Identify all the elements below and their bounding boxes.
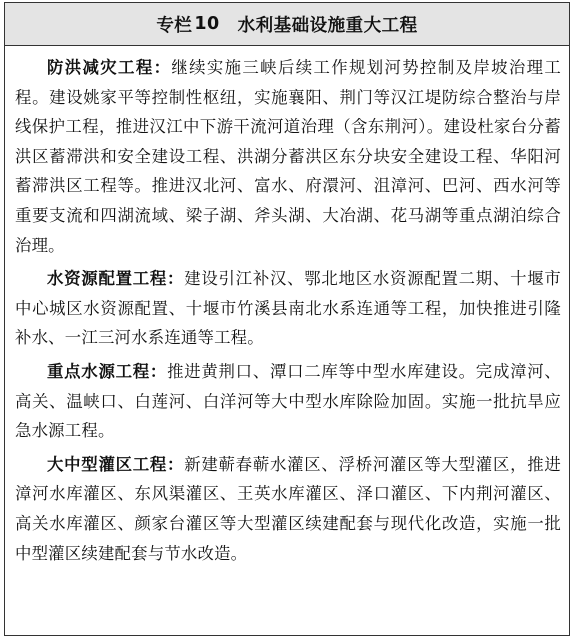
header-title: 水利基础设施重大工程 [237,15,418,36]
section-irrigation [15,450,561,568]
section-text: 建设引江补汉、鄂北地区水资源配置二期、十堰市中心城区水资源配置、十堰市竹溪县南北水系连通等工程，加快推进引隆补水、一江三河水系连通等工程。 [15,269,561,348]
section-label: 防洪减灾工程： [47,58,172,77]
section-water-allocation [15,264,561,353]
box-header [5,3,569,46]
section-text: 继续实施三峡后续工作规划河势控制及岸坡治理工程。建设姚家平等控制性枢纽，实施襄阳、荆门等汉江堤防综合整治与岸线保护工程，推进汉江中下游干流河道治理（含东荆河）。建设杜家台分蓄洪区蓄滞洪和安全建设工程、洪湖分蓄洪区东分块安全建设工程、华阳河蓄滞洪区工程等。推进汉北河、富水、府澴河、沮漳河、巴河、西水河等重要支流和四湖流域、梁子湖、斧头湖、大冶湖、花马湖等重点湖泊综合治理。 [15,58,561,255]
section-label: 重点水源工程： [47,361,168,381]
section-water-source [15,357,561,446]
header-number: 10 [194,14,220,34]
section-label: 水资源配置工程： [47,269,185,289]
section-text: 推进黄荆口、潭口二库等中型水库建设。完成漳河、高关、温峡口、白莲河、白洋河等大中型水库除险加固。实施一批抗旱应急水源工程。 [15,361,561,441]
feature-box [4,2,570,636]
section-text: 新建蕲春蕲水灌区、浮桥河灌区等大型灌区，推进漳河水库灌区、东风渠灌区、王英水库灌区、泽口灌区、下内荆河灌区、高关水库灌区、颜家台灌区等大型灌区续建配套与现代化改造，实施一批中型灌区续建配套与节水改造。 [15,454,561,563]
section-flood-control [15,53,561,260]
section-label: 大中型灌区工程： [47,454,185,474]
box-content [5,46,569,568]
header-prefix: 专栏 [156,15,193,36]
